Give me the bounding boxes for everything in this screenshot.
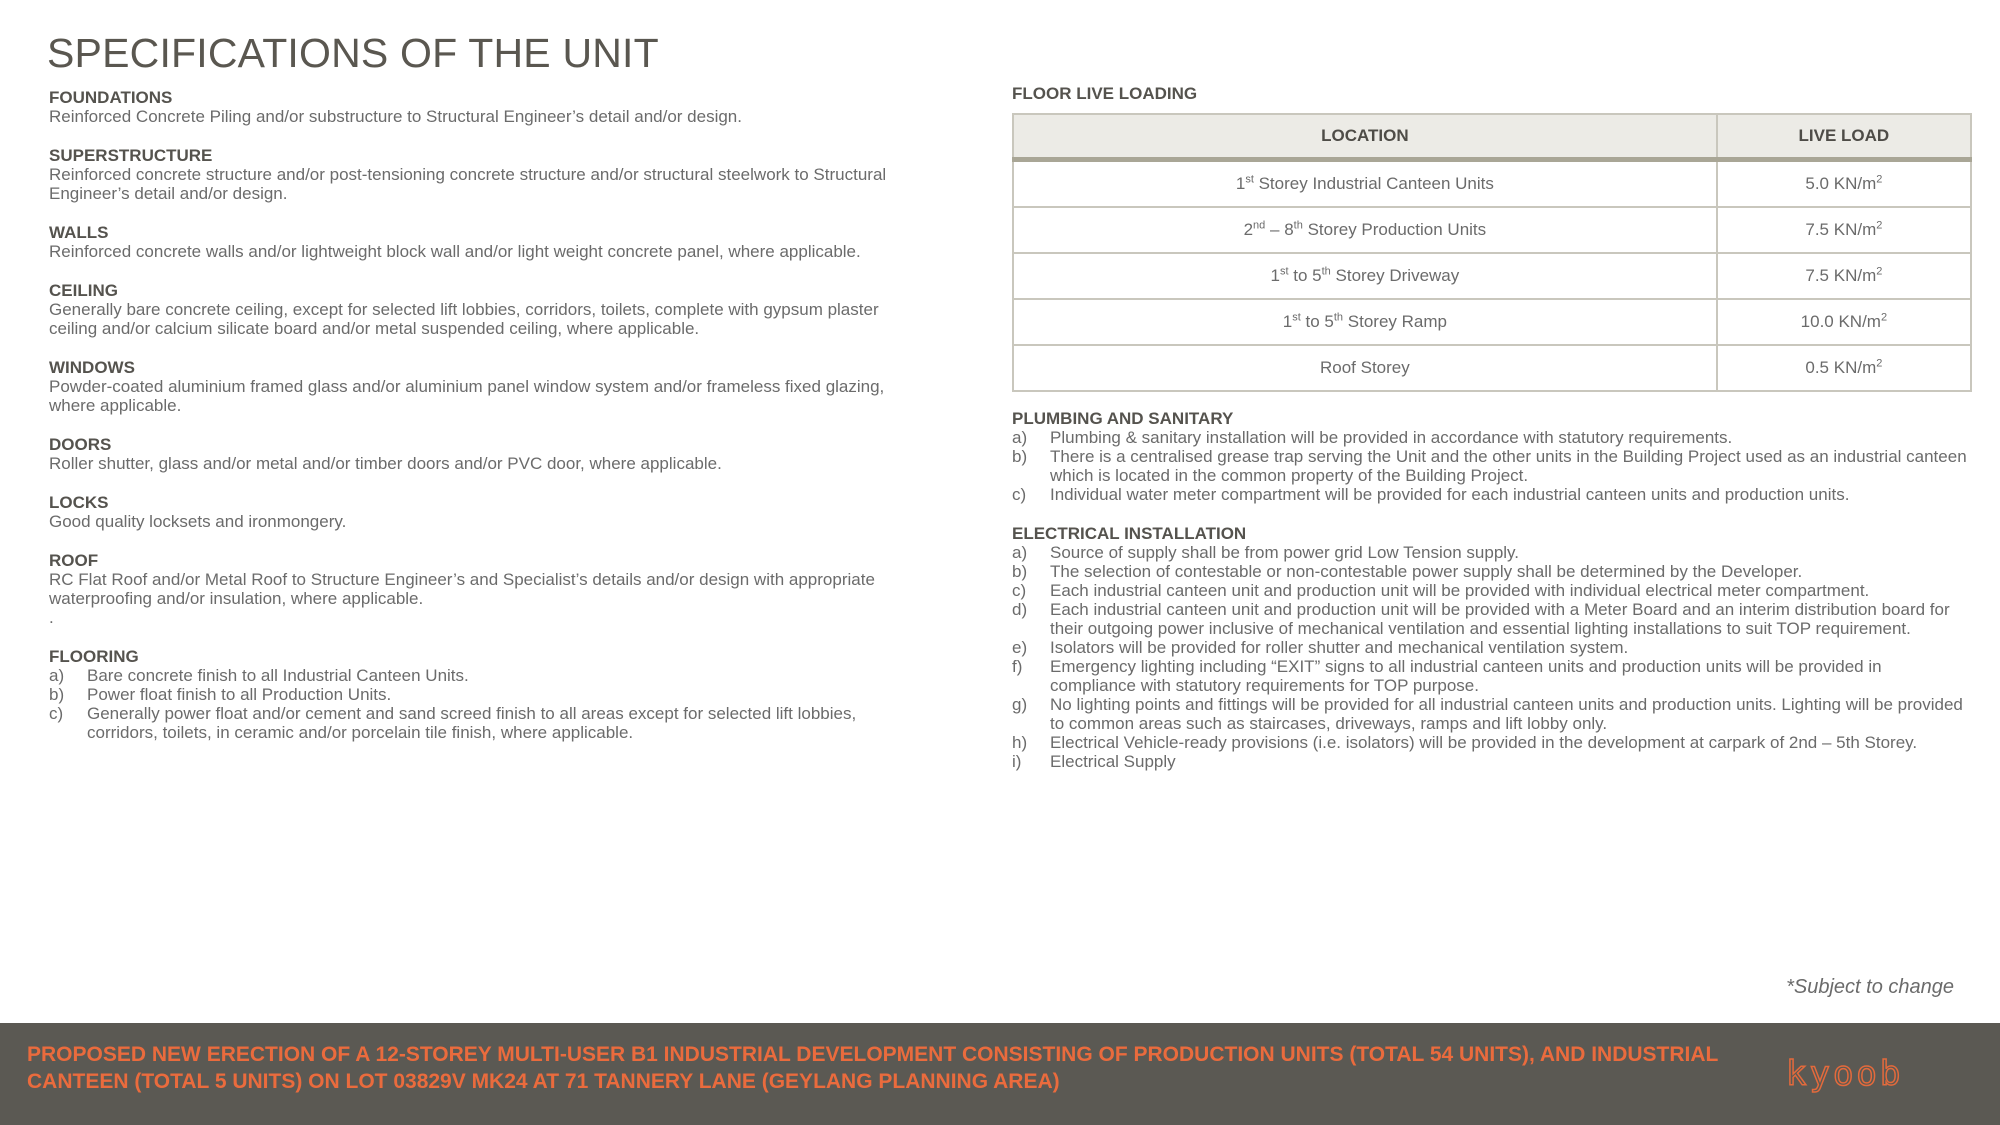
item-label: b) xyxy=(1012,447,1028,466)
list-item xyxy=(1012,733,1972,752)
item-text: Each industrial canteen unit and production unit will be provided with a Meter Board and an interim distribution board for their outgoing power inclusive of mechanical ventilation and essential lighting installations to suit TOP requirement. xyxy=(1050,600,1950,638)
section-heading: WALLS xyxy=(49,223,109,242)
list-item xyxy=(1012,428,1972,447)
section-body: Generally bare concrete ceiling, except for selected lift lobbies, corridors, toilets, complete with gypsum plaster ceiling and/or calcium silicate board and/or metal suspended ceiling, where applicable. xyxy=(49,300,879,338)
section-heading: ROOF xyxy=(49,551,99,570)
section-superstructure xyxy=(49,146,889,203)
plumbing-list xyxy=(1012,428,1972,504)
load-cell: 7.5 $KN/m^2$ xyxy=(1717,207,1971,253)
footer-bar xyxy=(0,1023,2000,1125)
left-column xyxy=(49,88,889,762)
list-item xyxy=(1012,485,1972,504)
right-column xyxy=(1012,84,1972,791)
kyoob-logo xyxy=(1786,1054,1944,1094)
electrical-list xyxy=(1012,543,1972,771)
item-label: a) xyxy=(1012,543,1028,562)
item-label: c) xyxy=(1012,485,1027,504)
section-body: Reinforced Concrete Piling and/or substructure to Structural Engineer’s detail and/or design. xyxy=(49,107,742,126)
table-header-row xyxy=(1013,114,1971,160)
load-cell: 0.5 $KN/m^2$ xyxy=(1717,345,1971,391)
list-item xyxy=(1012,752,1972,771)
item-label: d) xyxy=(1012,600,1028,619)
section-heading: CEILING xyxy=(49,281,118,300)
item-label: g) xyxy=(1012,695,1028,714)
list-item xyxy=(1012,447,1972,485)
section-body: Powder-coated aluminium framed glass and/or aluminium panel window system and/or frameless fixed glazing, where applicable. xyxy=(49,377,885,415)
item-text: Emergency lighting including “EXIT” signs to all industrial canteen units and production units will be provided in compliance with statutory requirements for TOP purpose. xyxy=(1050,657,1882,695)
item-text: Each industrial canteen unit and production unit will be provided with individual electrical meter compartment. xyxy=(1050,581,1870,600)
location-cell: 2nd – 8th Storey Production Units xyxy=(1013,207,1717,253)
section-heading: PLUMBING AND SANITARY xyxy=(1012,409,1234,428)
item-label: b) xyxy=(1012,562,1028,581)
item-label: f) xyxy=(1012,657,1023,676)
item-label: c) xyxy=(49,704,64,723)
floor-loading-table xyxy=(1012,113,1972,392)
list-item xyxy=(49,685,889,704)
list-item xyxy=(49,704,889,742)
table-row xyxy=(1013,160,1971,208)
item-label: a) xyxy=(1012,428,1028,447)
section-heading: DOORS xyxy=(49,435,112,454)
section-body: Roller shutter, glass and/or metal and/or timber doors and/or PVC door, where applicable. xyxy=(49,454,722,473)
item-text: No lighting points and fittings will be provided for all industrial canteen units and production units. Lighting will be provided to common areas such as staircases, driveways, ramps and lift lobby only. xyxy=(1050,695,1963,733)
section-electrical xyxy=(1012,524,1972,771)
section-body: Reinforced concrete structure and/or post-tensioning concrete structure and/or structural steelwork to Structural Engineer’s detail and/or design. xyxy=(49,165,887,203)
section-locks xyxy=(49,493,889,531)
table-row xyxy=(1013,207,1971,253)
section-roof xyxy=(49,551,889,627)
section-heading: FOUNDATIONS xyxy=(49,88,173,107)
item-text: Generally power float and/or cement and sand screed finish to all areas except for selected lift lobbies, corridors, toilets, in ceramic and/or porcelain tile finish, where applicable. xyxy=(87,704,857,742)
location-cell: 1st to 5th Storey Driveway xyxy=(1013,253,1717,299)
item-text: Individual water meter compartment will be provided for each industrial canteen units and production units. xyxy=(1050,485,1850,504)
location-cell: Roof Storey xyxy=(1013,345,1717,391)
list-item xyxy=(1012,657,1972,695)
section-body: Reinforced concrete walls and/or lightweight block wall and/or light weight concrete panel, where applicable. xyxy=(49,242,861,261)
section-heading: LOCKS xyxy=(49,493,109,512)
logo-wordmark: kyoob xyxy=(1786,1054,1904,1094)
item-text: Electrical Vehicle-ready provisions (i.e. isolators) will be provided in the development at carpark of 2nd – 5th Storey. xyxy=(1050,733,1918,752)
flooring-list xyxy=(49,666,889,742)
item-text: The selection of contestable or non-contestable power supply shall be determined by the Developer. xyxy=(1050,562,1803,581)
list-item xyxy=(49,666,889,685)
item-text: Bare concrete finish to all Industrial Canteen Units. xyxy=(87,666,469,685)
list-item xyxy=(1012,581,1972,600)
item-text: Plumbing & sanitary installation will be provided in accordance with statutory requirements. xyxy=(1050,428,1733,447)
location-cell: 1st Storey Industrial Canteen Units xyxy=(1013,160,1717,208)
section-plumbing xyxy=(1012,409,1972,504)
item-label: b) xyxy=(49,685,65,704)
list-item xyxy=(1012,562,1972,581)
project-description: PROPOSED NEW ERECTION OF A 12-STOREY MULTI-USER B1 INDUSTRIAL DEVELOPMENT CONSISTING OF PRODUCTION UNITS (TOTAL 54 UNITS), AND INDUSTRIAL CANTEEN (TOTAL 5 UNITS) ON LOT 03829V MK24 AT 71 TANNERY LANE (GEYLANG PLANNING AREA) xyxy=(27,1043,1719,1093)
item-label: h) xyxy=(1012,733,1028,752)
load-cell: 5.0 $KN/m^2$ xyxy=(1717,160,1971,208)
item-label: i) xyxy=(1012,752,1022,771)
section-heading: ELECTRICAL INSTALLATION xyxy=(1012,524,1247,543)
location-cell: 1st to 5th Storey Ramp xyxy=(1013,299,1717,345)
table-row xyxy=(1013,345,1971,391)
subject-to-change-note: *Subject to change xyxy=(1786,976,1954,998)
item-text: There is a centralised grease trap serving the Unit and the other units in the Building Project used as an industrial canteen which is located in the common property of the Building Project. xyxy=(1050,447,1967,485)
column-header-location: LOCATION xyxy=(1013,114,1717,160)
section-doors xyxy=(49,435,889,473)
list-item xyxy=(1012,695,1972,733)
floor-loading-heading: FLOOR LIVE LOADING xyxy=(1012,84,1198,103)
item-text: Isolators will be provided for roller shutter and mechanical ventilation system. xyxy=(1050,638,1629,657)
list-item xyxy=(1012,543,1972,562)
item-label: e) xyxy=(1012,638,1028,657)
section-ceiling xyxy=(49,281,889,338)
section-extra: . xyxy=(49,608,54,627)
load-cell: 10.0 $KN/m^2$ xyxy=(1717,299,1971,345)
column-header-live-load: LIVE LOAD xyxy=(1717,114,1971,160)
table-row xyxy=(1013,299,1971,345)
list-item xyxy=(1012,600,1972,638)
table-row xyxy=(1013,253,1971,299)
section-heading: FLOORING xyxy=(49,647,139,666)
section-heading: WINDOWS xyxy=(49,358,135,377)
item-label: a) xyxy=(49,666,65,685)
page-title: SPECIFICATIONS OF THE UNIT xyxy=(47,30,659,76)
section-foundations xyxy=(49,88,889,126)
section-body: Good quality locksets and ironmongery. xyxy=(49,512,347,531)
section-walls xyxy=(49,223,889,261)
item-text: Source of supply shall be from power grid Low Tension supply. xyxy=(1050,543,1520,562)
section-body: RC Flat Roof and/or Metal Roof to Structure Engineer’s and Specialist’s details and/or design with appropriate waterproofing and/or insulation, where applicable. xyxy=(49,570,875,608)
section-windows xyxy=(49,358,889,415)
list-item xyxy=(1012,638,1972,657)
load-cell: 7.5 $KN/m^2$ xyxy=(1717,253,1971,299)
item-label: c) xyxy=(1012,581,1027,600)
section-heading: SUPERSTRUCTURE xyxy=(49,146,213,165)
item-text: Power float finish to all Production Units. xyxy=(87,685,392,704)
item-text: Electrical Supply xyxy=(1050,752,1176,771)
section-flooring xyxy=(49,647,889,742)
